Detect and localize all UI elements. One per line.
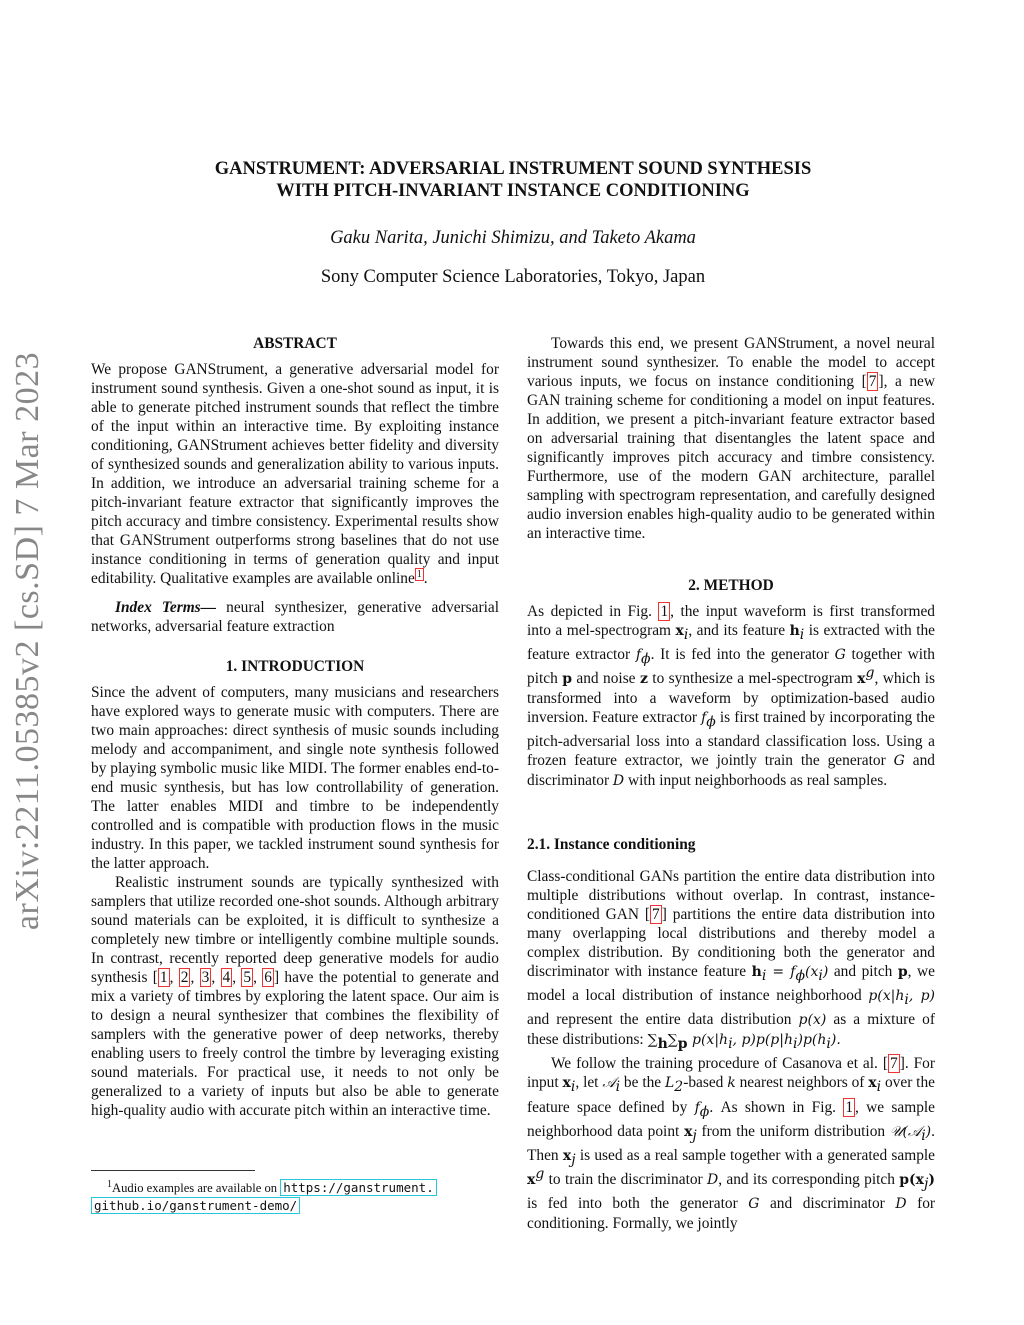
citation-link[interactable]: 3 — [201, 969, 210, 986]
method-paragraph: As depicted in Fig. 1 , the input waveform is first transformed into a mel-spectrogram $x_i$, and its feature $h_i$ is extracted with the feature extractor $f_\phi$. It is fed into the generator G together with pitch p and noise z to synthesize a mel-spectrogram $x^g$, which is transformed into a waveform by optimization-based audio inversion. Feature extractor $f_\phi$ is first trained by incorporating the pitch-adversarial loss into a standard classification loss. Using a frozen feature extractor, we jointly train the generator G and discriminator D with input neighborhoods as real samples. — [527, 603, 935, 790]
footnote: $^1$Audio examples are available on https://ganstrument. github.io/ganstrument-demo/ — [91, 1179, 499, 1215]
citation-link[interactable]: 4 — [222, 969, 231, 986]
citation-link[interactable]: 2 — [180, 969, 189, 986]
intro-paragraph-2: Realistic instrument sounds are typically synthesized with samplers that utilize recorded one-shot sounds. Although arbitrary sound materials can be exploited, it is difficult to synthesize a completely new timbre or intelligently combine multiple sounds. In contrast, recently reported deep generative models for audio synthesis [ 1 , 2 , 3 , 4 , 5 , 6 ] have the potential to generate and mix a variety of timbres by exploring the latent space. Our aim is to design a neural synthesizer that combines the flexibility of samplers with the generative power of deep networks, thereby enabling users to freely control the timbre by leveraging existing sound materials. For practical use, it needs to not only be generalized to a variety of inputs but also be able to generate high-quality audio with accurate pitch within an interactive time. — [91, 874, 500, 1119]
demo-url-link[interactable]: github.io/ganstrument-demo/ — [91, 1197, 300, 1214]
title-line-2: WITH PITCH-INVARIANT INSTANCE CONDITIONING — [276, 181, 750, 201]
intro-paragraph-3: Towards this end, we present GANStrument, a novel neural instrument sound synthesizer. To enable the model to accept various inputs, we focus on instance conditioning [ 7 ], a new GAN training scheme for conditioning a model on input features. In addition, we present a pitch-invariant feature extractor based on adversarial training that disentangles the latent space and significantly improves pitch accuracy and timbre consistency. Furthermore, use of the modern GAN architecture, parallel sampling with spectrogram representation, and carefully designed audio inversion enables high-quality audio to be generated within an interactive time. — [527, 335, 936, 542]
citation-link[interactable]: 5 — [243, 969, 252, 986]
authors: Gaku Narita, Junichi Shimizu, and Taketo Akama — [330, 228, 696, 248]
left-column — [91, 334, 499, 1120]
abstract-heading: ABSTRACT — [253, 335, 337, 352]
footnote-ref-1[interactable]: 1 — [416, 568, 422, 580]
introduction-heading: 1. INTRODUCTION — [225, 658, 365, 675]
citation-link[interactable]: 7 — [652, 906, 660, 924]
demo-url-link[interactable]: https://ganstrument. — [280, 1179, 437, 1196]
figure-link[interactable]: 1 — [845, 1098, 854, 1116]
intro-paragraph-1: Since the advent of computers, many musicians and researchers have explored ways to generate music with computers. There are two main approaches: direct synthesis of music sounds including melody and accompaniment, and single note synthesis followed by playing symbolic music like MIDI. The former enables end-to-end music synthesis, but has low controllability of generation. The latter enables MIDI and timbre to be independently controlled and is compatible with production flows in the music industry. In this paper, we tackled instrument sound synthesis for the latter approach. — [91, 684, 499, 872]
instance-conditioning-heading: 2.1. Instance conditioning — [527, 836, 696, 854]
paper-title — [120, 158, 906, 202]
index-terms: Index Terms— neural synthesizer, generative adversarial networks, adversarial feature extraction — [91, 599, 500, 635]
citation-link[interactable]: 6 — [264, 969, 272, 986]
instance-paragraph-2: We follow the training procedure of Casanova et al. [ 7 ]. For input $x_i$, let 𝒜$_i$ be the $L_2$-based k nearest neighbors of $x_i$ over the feature space defined by $f_\phi$. As shown in Fig. 1 , we sample neighborhood data point $x_j$ from the uniform distribution 𝒰(𝒜$_i$). Then $x_j$ is used as a real sample together with a generated sample $x^g$ to train the discriminator D, and its corresponding pitch $p(x_j)$ is fed into both the generator G and discriminator D for conditioning. Formally, we jointly — [527, 1055, 936, 1232]
citation-link[interactable]: 7 — [889, 1055, 898, 1073]
method-heading: 2. METHOD — [688, 577, 774, 594]
instance-paragraph-1: Class-conditional GANs partition the entire data distribution into multiple distributions without overlap. In contrast, instance-conditioned GAN [ 7 ] partitions the entire data distribution into many overlapping local distributions and thereby model a complex distribution. By conditioning both the generator and discriminator with instance feature $h_i = f_\phi(x_i)$ and pitch p, we model a local distribution of instance neighborhood $p(x|h_i$, p) and represent the entire data distribution p(x) as a mixture of these distributions: $\sum_h\sum_p$ $p(x|h_i$, $p)p(p|h_i)p(h_i)$. — [527, 868, 936, 1053]
title-line-1: GANSTRUMENT: ADVERSARIAL INSTRUMENT SOUND SYNTHESIS — [214, 159, 812, 179]
citation-link[interactable]: 7 — [868, 373, 877, 390]
abstract-text: We propose GANStrument, a generative adversarial model for instrument sound synthesis. Given a one-shot sound as input, it is able to generate pitched instrument sounds that reflect the timbre of the input within an interactive time. By exploiting instance conditioning, GANStrument achieves better fidelity and diversity of synthesized sounds and generalization ability to various inputs. In addition, we introduce an adversarial training scheme for a pitch-invariant feature extractor that significantly improves the pitch accuracy and timbre consistency. Experimental results show that GANStrument outperforms strong baselines that do not use instance conditioning in terms of generation quality and input editability. Qualitative examples are available online $^1$ . — [91, 361, 499, 587]
affiliation: Sony Computer Science Laboratories, Tokyo, Japan — [320, 267, 706, 287]
right-column — [527, 334, 935, 1233]
arxiv-identifier: arXiv:2211.05385v2 [cs.SD] 7 Mar 2023 — [9, 351, 46, 931]
figure-link[interactable]: 1 — [660, 603, 669, 620]
footnote-divider — [91, 1170, 255, 1171]
citation-link[interactable]: 1 — [159, 969, 168, 986]
